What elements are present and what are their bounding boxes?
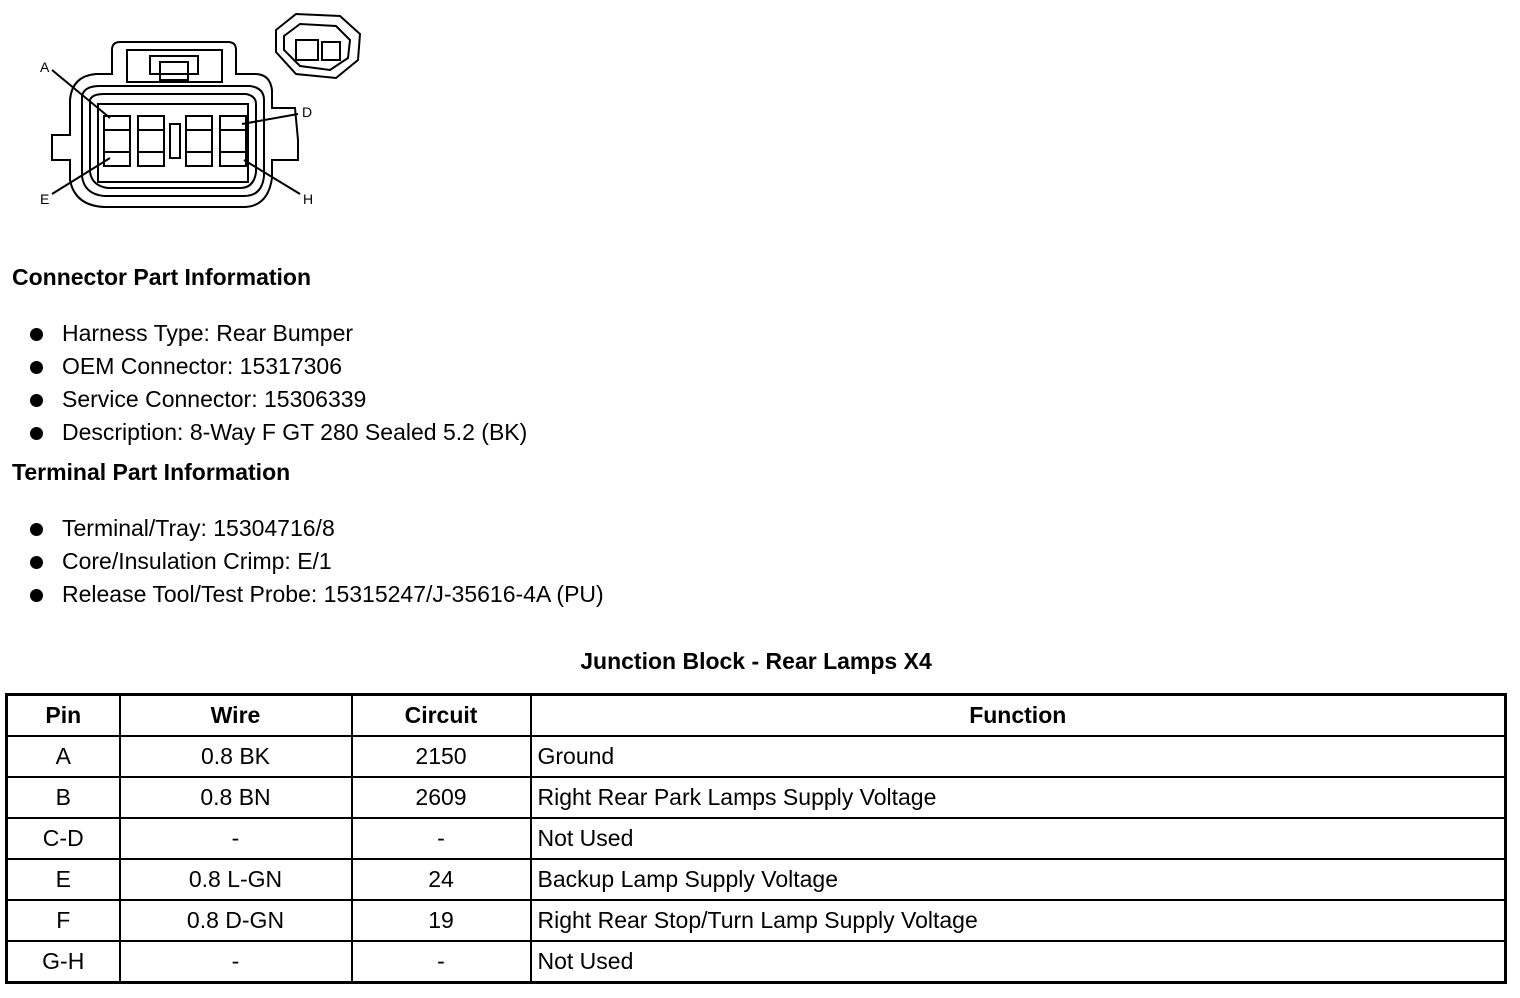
pin-label-e: E [40, 191, 50, 207]
cell-wire: 0.8 BK [120, 736, 352, 777]
table-row [7, 736, 1506, 777]
list-item: Core/Insulation Crimp: E/1 [28, 545, 604, 578]
header-wire: Wire [120, 695, 352, 737]
connector-info-heading: Connector Part Information [12, 264, 312, 290]
pinout-table [5, 693, 1507, 984]
cell-pin: G-H [7, 941, 120, 983]
header-circuit: Circuit [352, 695, 531, 737]
connector-diagram [0, 0, 380, 225]
connector-info-list [28, 317, 527, 449]
cell-function: Ground [531, 736, 1506, 777]
cell-wire: - [120, 941, 352, 983]
list-item: OEM Connector: 15317306 [28, 350, 527, 383]
pin-label-h: H [303, 191, 314, 207]
cell-circuit: 24 [352, 859, 531, 900]
cell-circuit: - [352, 941, 531, 983]
cell-circuit: 19 [352, 900, 531, 941]
header-function: Function [531, 695, 1506, 737]
cell-wire: 0.8 L-GN [120, 859, 352, 900]
cell-wire: - [120, 818, 352, 859]
cell-wire: 0.8 BN [120, 777, 352, 818]
list-item: Service Connector: 15306339 [28, 383, 527, 416]
table-title: Junction Block - Rear Lamps X4 [580, 648, 932, 674]
header-pin: Pin [7, 695, 120, 737]
table-row [7, 941, 1506, 983]
cell-wire: 0.8 D-GN [120, 900, 352, 941]
terminal-info-list [28, 512, 604, 611]
list-item: Harness Type: Rear Bumper [28, 317, 527, 350]
cell-pin: A [7, 736, 120, 777]
cell-pin: C-D [7, 818, 120, 859]
list-item: Release Tool/Test Probe: 15315247/J-35616-4A (PU) [28, 578, 604, 611]
cell-circuit: - [352, 818, 531, 859]
cell-function: Not Used [531, 818, 1506, 859]
pin-label-a: A [40, 59, 50, 75]
cell-circuit: 2609 [352, 777, 531, 818]
pin-label-d: D [302, 104, 313, 120]
cell-pin: E [7, 859, 120, 900]
table-row [7, 859, 1506, 900]
cell-pin: B [7, 777, 120, 818]
table-row [7, 777, 1506, 818]
terminal-info-heading: Terminal Part Information [12, 459, 291, 485]
cell-function: Right Rear Park Lamps Supply Voltage [531, 777, 1506, 818]
cell-function: Right Rear Stop/Turn Lamp Supply Voltage [531, 900, 1506, 941]
cell-function: Not Used [531, 941, 1506, 983]
cell-function: Backup Lamp Supply Voltage [531, 859, 1506, 900]
table-row [7, 900, 1506, 941]
cell-pin: F [7, 900, 120, 941]
list-item: Description: 8-Way F GT 280 Sealed 5.2 (BK) [28, 416, 527, 449]
cell-circuit: 2150 [352, 736, 531, 777]
table-row [7, 818, 1506, 859]
list-item: Terminal/Tray: 15304716/8 [28, 512, 604, 545]
table-header-row [7, 695, 1506, 737]
